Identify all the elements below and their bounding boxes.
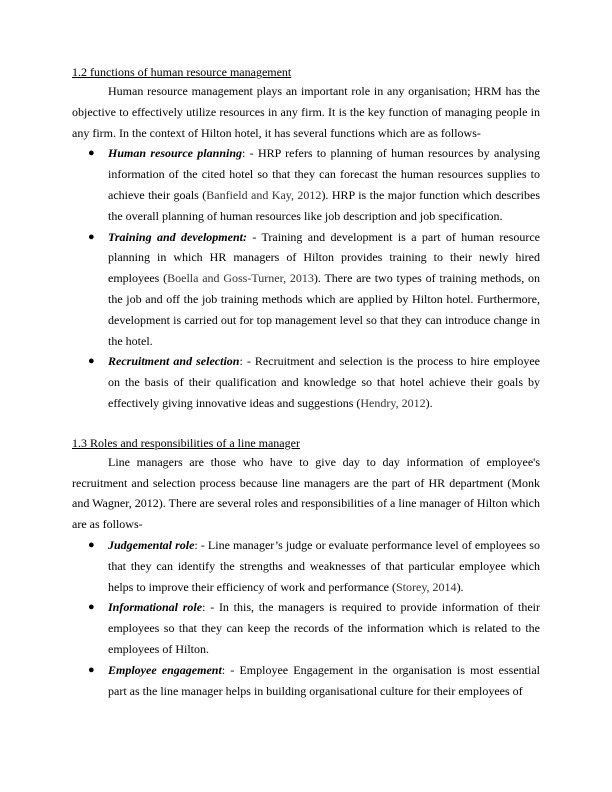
bullet-icon: ● — [88, 601, 95, 614]
section-1-3-intro: Line managers are those who have to give day to day information of employee's recruitment and selection process because line managers are the part of HR department (Monk and Wagner, 2012). There are several roles and responsibilities of a line manager of Hilton which are as follows- — [72, 454, 540, 532]
term: Recruitment and selection — [108, 354, 240, 369]
document-page — [72, 63, 540, 701]
list-item: ● Informational role: - In this, the managers is required to provide information of their employees so that they can keep the records of the information which is related to the employees of Hilton. — [72, 597, 540, 659]
section-1-2-intro: Human resource management plays an important role in any organisation; HRM has the objective to effectively utilize resources in any firm. It is the key function of managing people in any firm. In the context of Hilton hotel, it has several functions which are as follows- — [72, 84, 540, 140]
section-1-2-heading: 1.2 functions of human resource management — [72, 65, 292, 79]
list-item: ● Employee engagement: - Employee Engagement in the organisation is most essential part as the line manager helps in building organisational culture for their employees of — [72, 660, 540, 702]
line-manager-roles-list — [72, 535, 540, 701]
bullet-icon: ● — [88, 663, 95, 676]
bullet-icon: ● — [88, 355, 95, 368]
citation: Banfield and Kay, 2012 — [206, 187, 322, 202]
list-item: ● Human resource planning: - HRP refers to planning of human resources by analysing information of the cited hotel so that they can forecast the human resources supplies to achieve their goals (Banfield and Kay, 2012). HRP is the major function which describes the overall planning of human resources like job description and job specification. — [72, 143, 540, 226]
bullet-icon: ● — [88, 147, 95, 160]
section-1-3-heading: 1.3 Roles and responsibilities of a line manager — [72, 435, 300, 450]
citation: Boella and Goss-Turner, 2013 — [167, 271, 314, 286]
list-item: ● Judgemental role: - Line manager’s judge or evaluate performance level of employees so that they can identify the strengths and weaknesses of that particular employee which helps to improve their efficiency of work and performance (Storey, 2014). — [72, 535, 540, 597]
list-item: ● Recruitment and selection: - Recruitment and selection is the process to hire employee on the basis of their qualification and knowledge so that hotel achieve their goals by effectively giving innovative ideas and suggestions (Hendry, 2012). — [72, 351, 540, 413]
term: Judgemental role — [108, 537, 195, 552]
term: Informational role — [108, 600, 203, 615]
term: Training and development: — [108, 229, 247, 244]
bullet-icon: ● — [88, 230, 95, 243]
list-item: ● Training and development: - Training and development is a part of human resource planning in which HR managers of Hilton provides training to their newly hired employees (Boella and Goss-Turner, 2013). There are two types of training methods, on the job and off the job training methods which are applied by Hilton hotel. Furthermore, development is carried out for top management level so that they can introduce change in the hotel. — [72, 227, 540, 352]
hrm-functions-list — [72, 143, 540, 413]
citation: Storey, 2014 — [396, 579, 457, 594]
term: Employee engagement — [108, 662, 222, 677]
citation: Hendry, 2012 — [360, 395, 426, 410]
bullet-icon: ● — [88, 538, 95, 551]
term: Human resource planning — [108, 146, 242, 161]
